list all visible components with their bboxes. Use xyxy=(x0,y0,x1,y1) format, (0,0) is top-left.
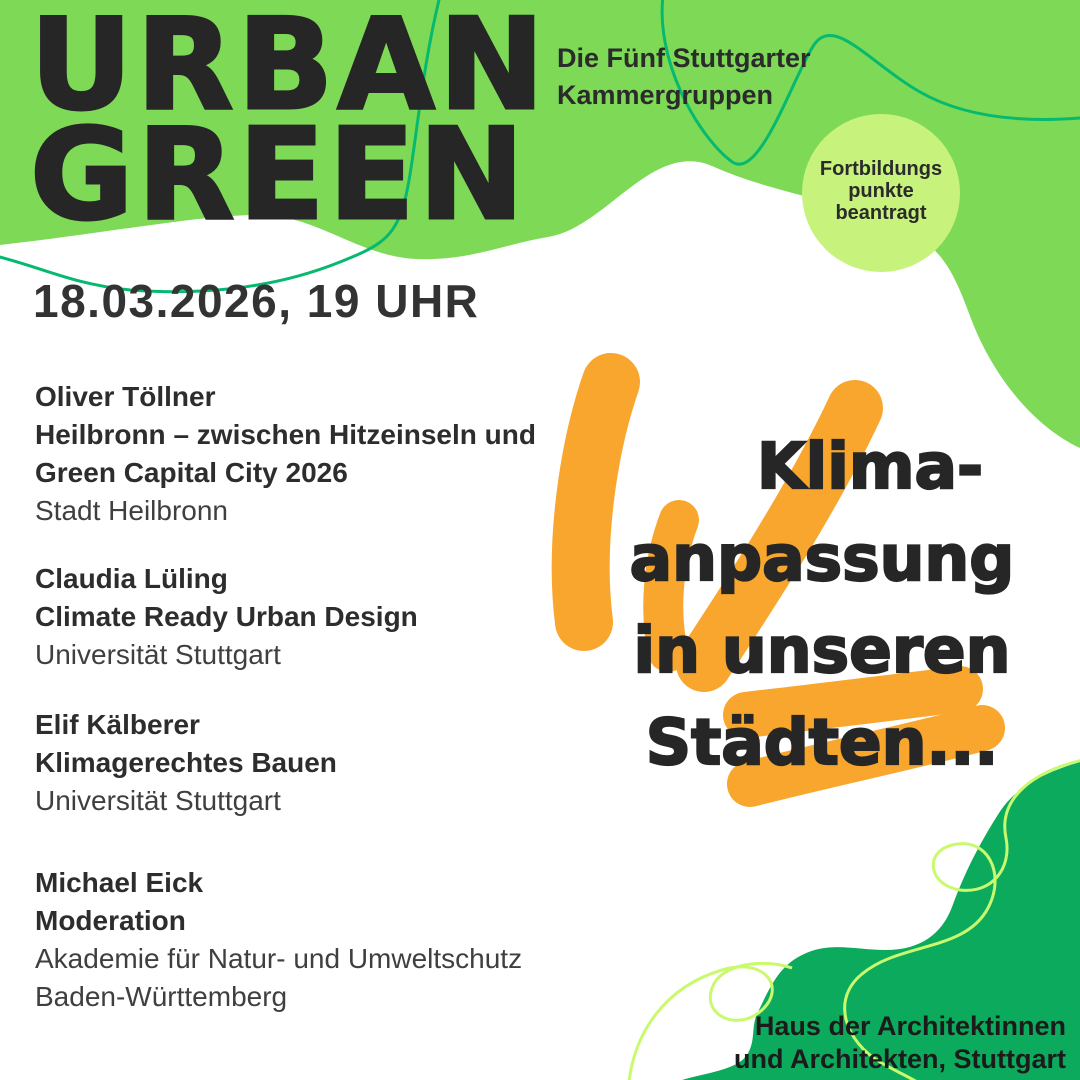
speaker-list xyxy=(35,378,591,1016)
title-line-2: GREEN xyxy=(30,101,529,248)
title-line-1: URBAN xyxy=(30,0,549,138)
speaker-name: Claudia Lüling xyxy=(35,563,228,594)
speaker-topic: Klimagerechtes Bauen xyxy=(35,747,337,778)
organizer-line-1: Die Fünf Stuttgarter xyxy=(557,43,811,73)
theme-line-3: in unseren xyxy=(633,614,1011,687)
badge-line-2: punkte xyxy=(848,180,914,202)
speaker-block xyxy=(35,560,591,674)
speaker-block xyxy=(35,864,591,1016)
speaker-topic: Heilbronn – zwischen Hitzeinseln und Green Capital City 2026 xyxy=(35,419,536,488)
speaker-topic: Climate Ready Urban Design xyxy=(35,601,418,632)
badge-line-1: Fortbildungs xyxy=(819,158,943,180)
venue-label xyxy=(734,1010,1066,1076)
organizer-line-2: Kammergruppen xyxy=(557,80,774,110)
organizer-label xyxy=(557,40,811,114)
venue-line-2: und Architekten, Stuttgart xyxy=(733,1044,1066,1074)
speaker-name: Michael Eick xyxy=(35,867,204,898)
venue-line-1: Haus der Architektinnen xyxy=(754,1011,1066,1041)
speaker-org: Universität Stuttgart xyxy=(35,785,281,816)
theme-line-1: Klima- xyxy=(756,430,984,503)
speaker-name: Oliver Töllner xyxy=(35,381,216,412)
fortbildung-badge xyxy=(796,158,966,224)
speaker-org: Akademie für Natur- und Umweltschutz Baden-Württemberg xyxy=(35,943,523,1012)
speaker-org: Universität Stuttgart xyxy=(35,639,281,670)
badge-line-3: beantragt xyxy=(835,202,927,224)
theme-line-4: Städten... xyxy=(645,706,999,779)
theme-headline xyxy=(548,421,1080,789)
speaker-block xyxy=(35,706,591,820)
speaker-topic: Moderation xyxy=(35,905,186,936)
theme-line-2: anpassung xyxy=(629,522,1015,595)
speaker-block xyxy=(35,378,591,530)
speaker-name: Elif Kälberer xyxy=(35,709,200,740)
event-datetime: 18.03.2026, 19 UHR xyxy=(33,275,480,327)
speaker-org: Stadt Heilbronn xyxy=(35,495,229,526)
poster-title xyxy=(30,0,549,248)
